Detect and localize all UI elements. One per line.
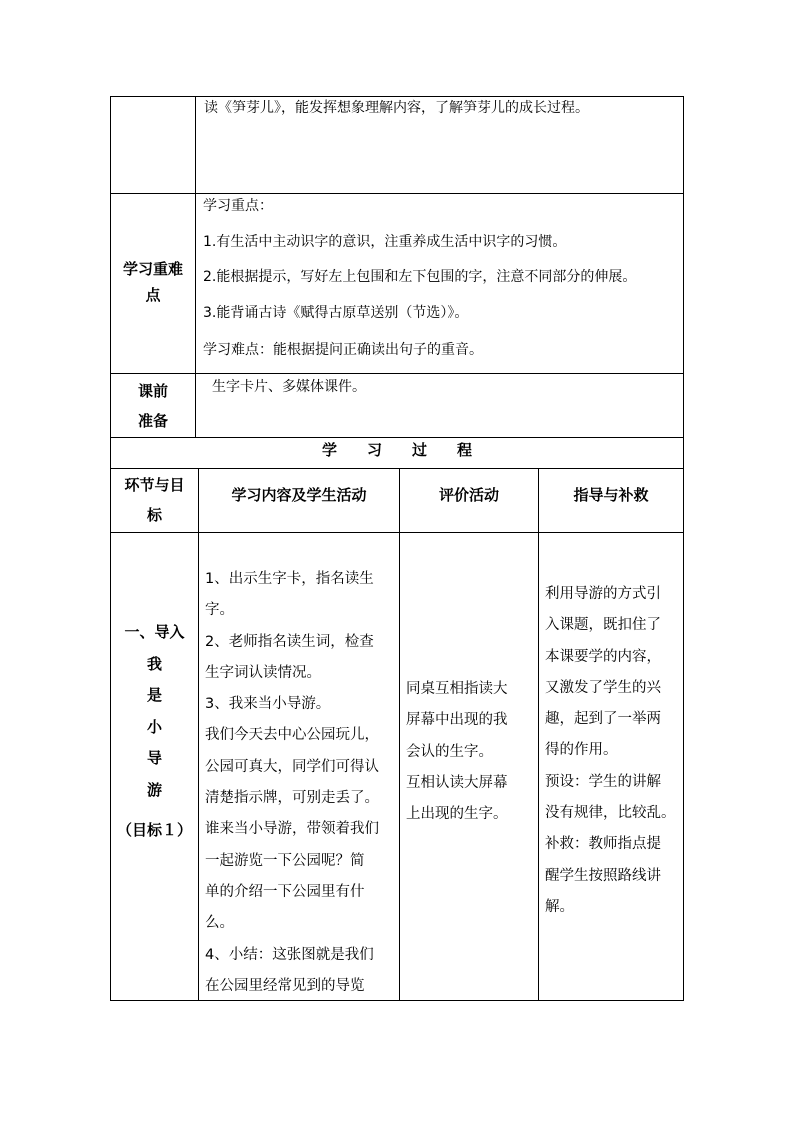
table-border-right — [683, 96, 684, 1001]
stage-goal: （目标１） — [116, 821, 192, 839]
prep-text: 生字卡片、多媒体课件。 — [212, 379, 366, 395]
key-points-label — [111, 256, 195, 308]
activity-line: 单的介绍一下公园里有什 — [205, 883, 365, 900]
stage-line: 小 — [146, 717, 162, 736]
evaluation-content — [406, 674, 536, 830]
process-col-divider-1 — [198, 468, 199, 1001]
prep-label — [111, 376, 195, 436]
activity-line: 生字词认读情况。 — [205, 664, 321, 681]
table-border-left — [110, 96, 111, 1001]
evaluation-line: 互相认读大屏幕 — [406, 774, 508, 791]
process-col-divider-3 — [538, 468, 539, 1001]
label-column-divider — [195, 96, 196, 438]
activity-line: 4、小结：这张图就是我们 — [205, 946, 374, 963]
header-stage-line2: 标 — [146, 506, 162, 524]
row-divider-4 — [110, 468, 684, 469]
prep-content — [212, 378, 672, 396]
guidance-line: 本课要学的内容， — [545, 648, 661, 665]
key-points-heading: 学习重点： — [203, 198, 273, 214]
table-border-bottom — [110, 1000, 684, 1001]
evaluation-line: 会认的生字。 — [406, 743, 493, 760]
evaluation-line: 同桌互相指读大 — [406, 681, 508, 697]
prep-label-line1: 课前 — [137, 382, 168, 400]
objective-cell — [204, 99, 679, 117]
stage-line: 导 — [146, 749, 162, 767]
guidance-line: 解。 — [545, 898, 574, 915]
activity-line: 3、我来当小导游。 — [205, 696, 331, 713]
row-divider-3 — [110, 437, 684, 438]
activity-line: 我们今天去中心公园玩儿， — [205, 727, 379, 744]
header-content: 学习内容及学生活动 — [231, 486, 367, 504]
activity-line: 字。 — [205, 602, 234, 619]
guidance-line: 预设：学生的讲解 — [545, 773, 661, 790]
activity-line: 公园可真大，同学们可得认 — [205, 758, 379, 775]
activity-line: 谁来当小导游，带领着我们 — [205, 821, 379, 838]
guidance-line: 醒学生按照路线讲 — [545, 867, 661, 884]
guidance-line: 得的作用。 — [545, 742, 618, 759]
key-point-3: 3.能背诵古诗《赋得古原草送别（节选）》。 — [203, 305, 469, 321]
evaluation-line: 上出现的生字。 — [406, 806, 508, 823]
activity-line: 1、出示生字卡，指名读生 — [205, 571, 374, 587]
activity-line: 么。 — [205, 915, 234, 932]
key-points-label-line1: 学习重难 — [122, 260, 183, 278]
stage-line: 是 — [146, 686, 162, 704]
activity-line: 在公园里经常见到的导览 — [205, 977, 365, 994]
stage-line: 我 — [146, 654, 162, 673]
guidance-line: 补救：教师指点提 — [545, 836, 661, 853]
activity-content — [205, 564, 397, 1002]
guidance-line: 没有规律，比较乱。 — [545, 805, 676, 822]
row-divider-1 — [110, 193, 684, 194]
stage-line: 游 — [146, 780, 162, 799]
stage-line: 一、导入 — [124, 623, 185, 641]
process-col-divider-2 — [399, 468, 400, 1001]
key-point-2: 2.能根据提示，写好左上包围和左下包围的字，注意不同部分的伸展。 — [203, 269, 637, 285]
objective-text: 读《笋芽儿》，能发挥想象理解内容，了解笋芽儿的成长过程。 — [204, 100, 589, 116]
guidance-line: 趣，起到了一举两 — [545, 711, 661, 728]
table-border-top — [110, 96, 684, 97]
guidance-line: 又激发了学生的兴 — [545, 679, 661, 696]
header-stage-line1: 环节与目 — [124, 476, 185, 494]
guidance-line: 利用导游的方式引 — [545, 586, 661, 602]
difficult-point: 学习难点：能根据提问正确读出句子的重音。 — [203, 342, 483, 358]
header-stage — [111, 470, 198, 530]
row-divider-5 — [110, 532, 684, 533]
process-title — [111, 440, 683, 460]
prep-label-line2: 准备 — [137, 412, 168, 430]
stage-label — [111, 617, 198, 847]
activity-line: 一起游览一下公园呢？简 — [205, 852, 365, 869]
guidance-line: 入课题，既扣住了 — [545, 617, 661, 634]
evaluation-line: 屏幕中出现的我 — [406, 712, 508, 729]
guidance-content — [545, 579, 681, 923]
header-evaluation: 评价活动 — [438, 486, 499, 504]
process-title-text: 学 习 过 程 — [321, 441, 472, 459]
row-divider-2 — [110, 373, 684, 374]
header-guidance: 指导与补救 — [573, 486, 649, 504]
key-points-label-line2: 点 — [145, 286, 161, 304]
activity-line: 2、老师指名读生词，检查 — [205, 633, 374, 650]
key-point-1: 1.有生活中主动识字的意识，注重养成生活中识字的习惯。 — [203, 234, 567, 250]
activity-line: 清楚指示牌，可别走丢了。 — [205, 790, 379, 807]
